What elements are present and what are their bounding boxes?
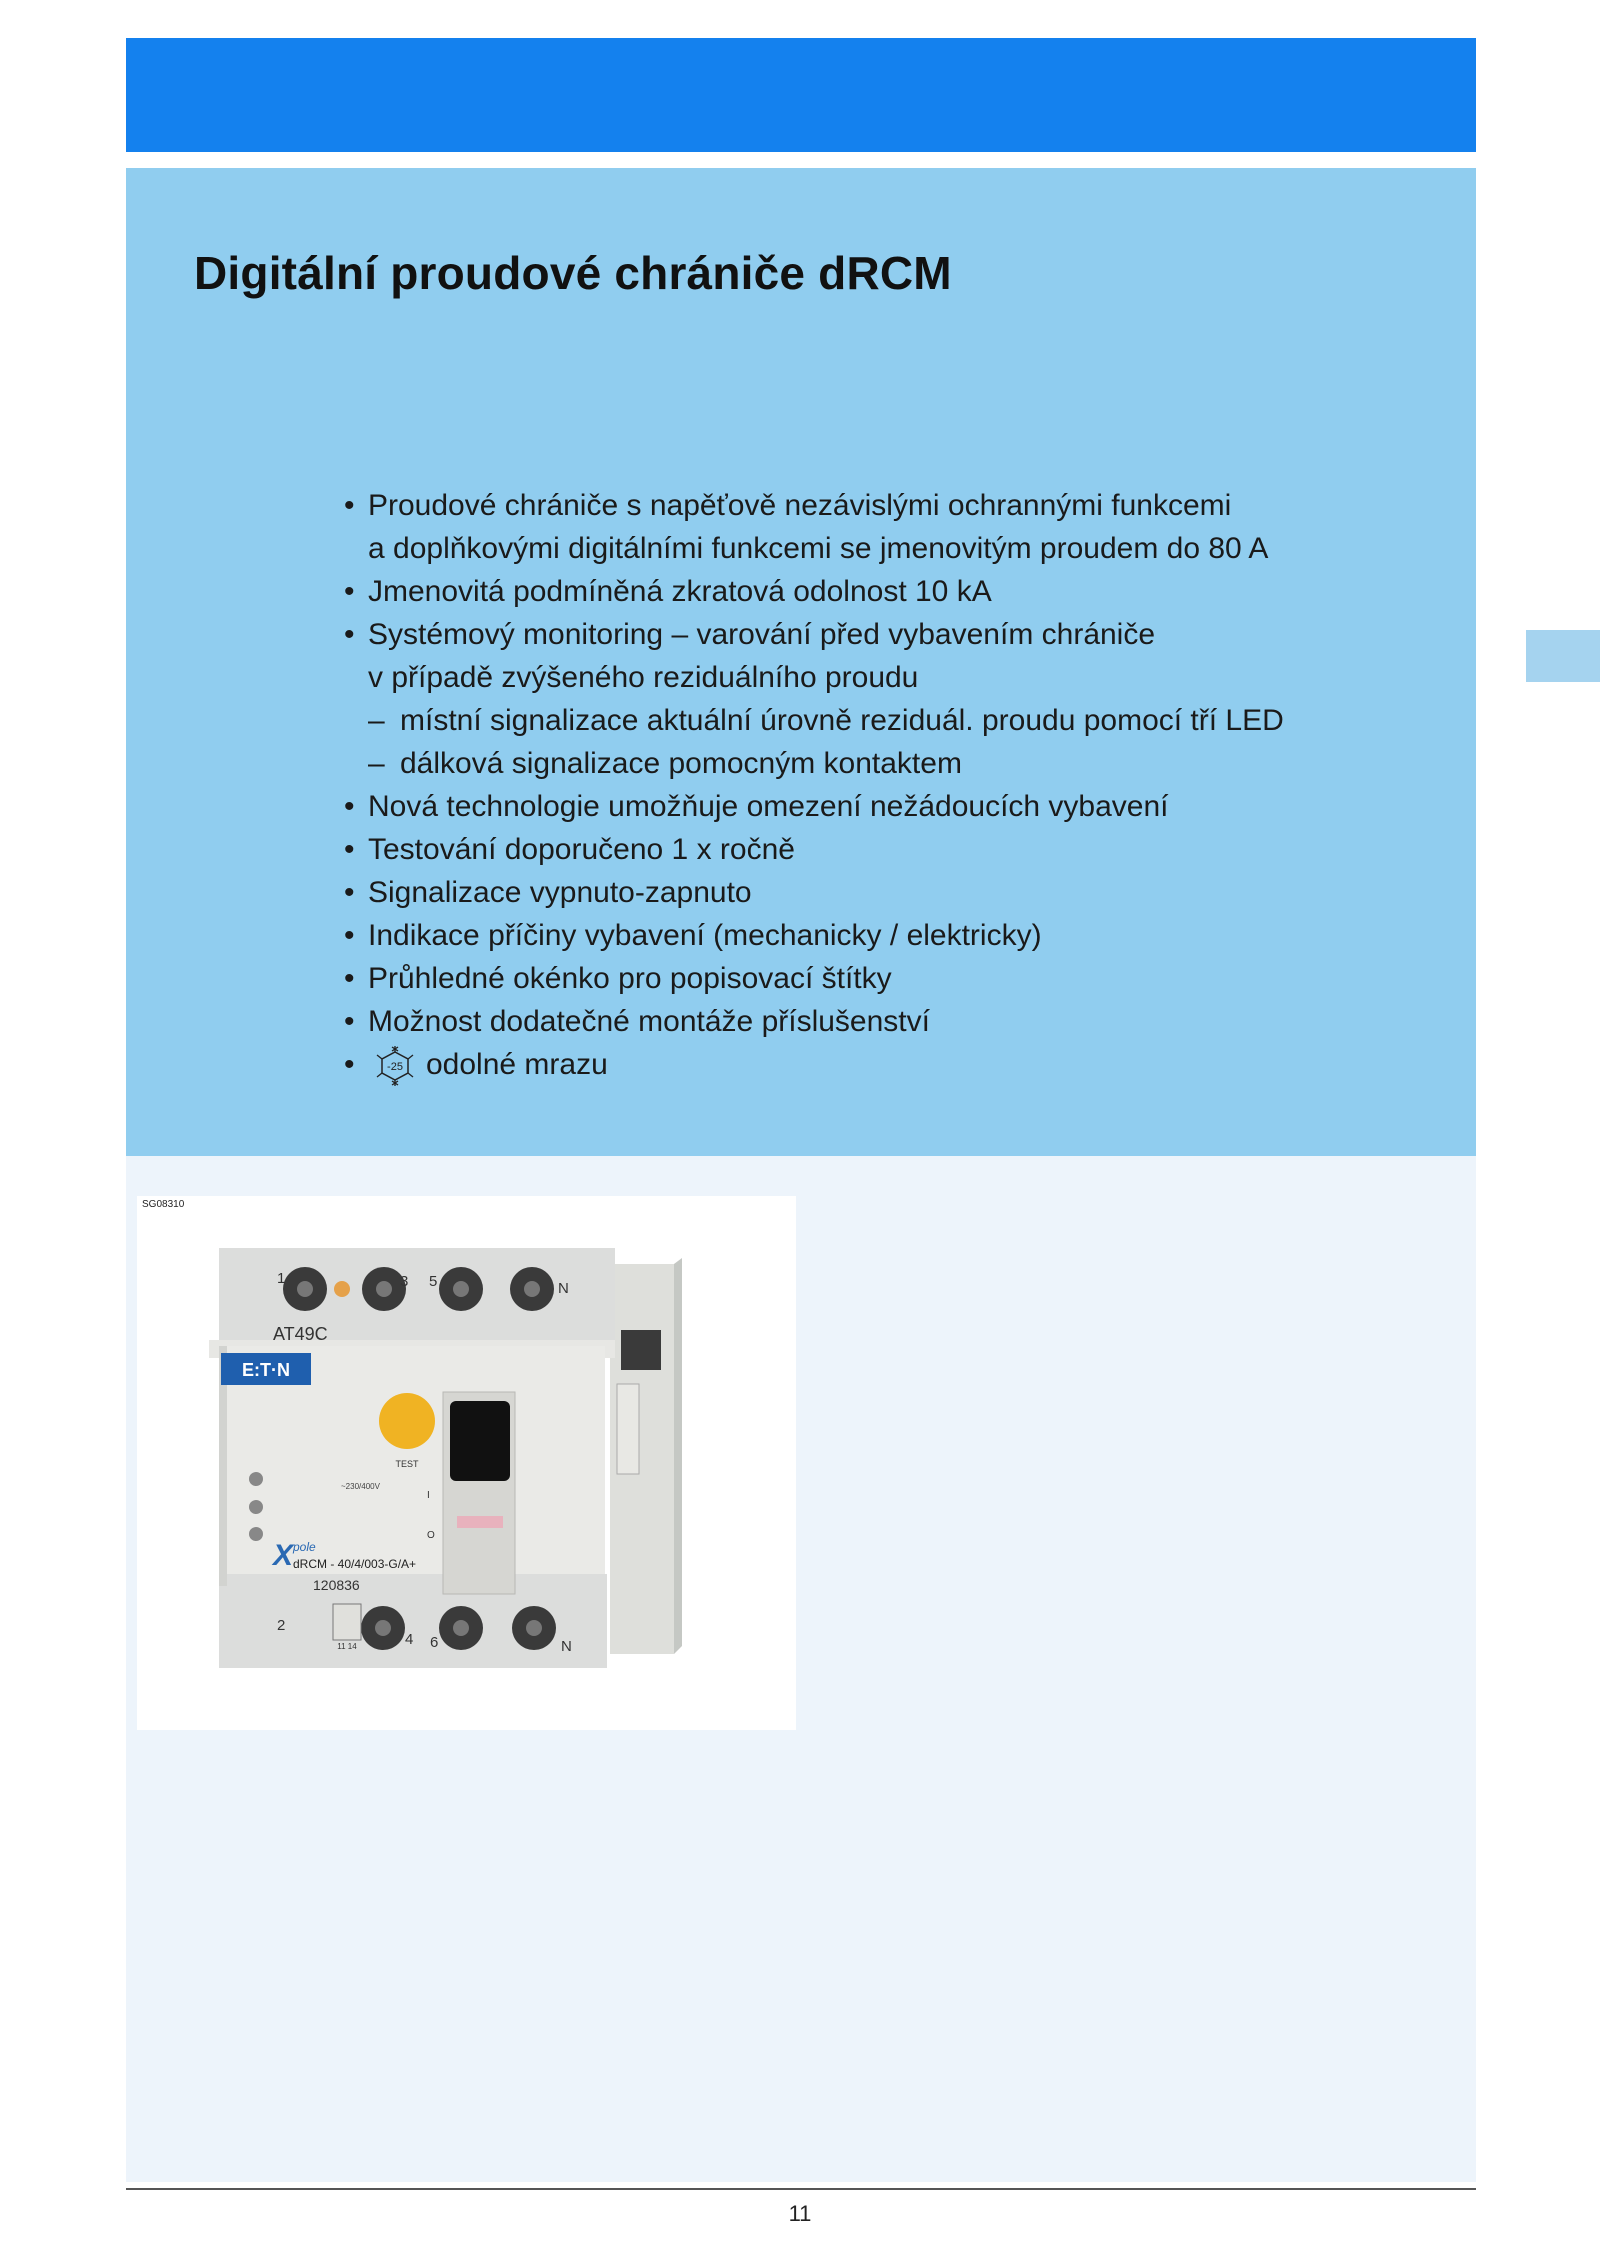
page-title: Digitální proudové chrániče dRCM (194, 247, 952, 299)
terminal-label: 6 (430, 1634, 439, 1651)
bullet: • (344, 919, 355, 952)
feature-item: • Průhledné okénko pro popisovací štítky (344, 957, 1284, 1000)
feature-item: • Proudové chrániče s napěťově nezávislými ochrannými funkcemi (344, 484, 1284, 527)
image-code: SG08310 (142, 1199, 185, 1210)
feature-item: • Indikace příčiny vybavení (mechanicky / elektricky) (344, 914, 1284, 957)
product-type: dRCM - 40/4/003-G/A+ (293, 1557, 417, 1571)
terminal-label: 1 (277, 1270, 286, 1287)
aux-terminal-label: 11 14 (337, 1642, 357, 1651)
feature-item-continuation: a doplňkovými digitálními funkcemi se jmenovitým proudem do 80 A (368, 532, 1269, 565)
serial-number: 120836 (313, 1577, 360, 1593)
bullet: • (344, 833, 355, 866)
page-number: 11 (788, 2201, 812, 2226)
rcd-breaker-illustration (137, 1196, 796, 1730)
bullet: • (344, 1048, 355, 1081)
switch-mark-off: O (427, 1530, 435, 1541)
voltage-label: ~230/400V (341, 1482, 380, 1491)
hero-panel (126, 168, 1476, 1156)
feature-item: • Signalizace vypnuto-zapnuto (344, 871, 1284, 914)
footer-rule (126, 2188, 1476, 2190)
series-name: pole (293, 1540, 316, 1554)
series-initial: X (273, 1539, 294, 1572)
brand-logo: E:T·N (242, 1360, 290, 1380)
bullet: • (344, 618, 355, 651)
bullet: • (344, 790, 355, 823)
image-panel (126, 1156, 1476, 2182)
feature-item-continuation: v případě zvýšeného reziduálního proudu (368, 661, 919, 694)
svg-text:-25: -25 (387, 1061, 403, 1074)
product-image (137, 1196, 796, 1730)
switch-mark-on: I (427, 1490, 430, 1501)
dash: – (368, 747, 385, 780)
model-code: AT49C (273, 1324, 328, 1344)
header-band (126, 38, 1476, 152)
side-tab-marker (1526, 630, 1600, 682)
status-led (334, 1281, 350, 1297)
feature-subitem: – dálková signalizace pomocným kontaktem (344, 742, 1284, 785)
feature-subitem: – místní signalizace aktuální úrovně reziduál. proudu pomocí tří LED (344, 699, 1284, 742)
frost-resistant-icon (374, 1045, 416, 1087)
bullet: • (344, 575, 355, 608)
test-label: TEST (395, 1459, 419, 1469)
bullet: • (344, 489, 355, 522)
terminal-label: 5 (429, 1273, 438, 1290)
feature-item: • -25 odolné mrazu (344, 1043, 1284, 1087)
feature-list (344, 484, 1284, 1087)
terminal-label: 3 (400, 1273, 409, 1290)
bullet: • (344, 962, 355, 995)
feature-item: • Možnost dodatečné montáže příslušenství (344, 1000, 1284, 1043)
terminal-label: 4 (405, 1631, 414, 1648)
test-button (379, 1393, 435, 1449)
terminal-label: N (558, 1280, 569, 1297)
terminal-label: 2 (277, 1617, 286, 1634)
bullet: • (344, 1005, 355, 1038)
feature-item: • Systémový monitoring – varování před vybavením chrániče (344, 613, 1284, 656)
bullet: • (344, 876, 355, 909)
feature-item: • Jmenovitá podmíněná zkratová odolnost 10 kA (344, 570, 1284, 613)
terminal-label: N (561, 1638, 572, 1655)
feature-item: • Testování doporučeno 1 x ročně (344, 828, 1284, 871)
dash: – (368, 704, 385, 737)
feature-item: • Nová technologie umožňuje omezení nežádoucích vybavení (344, 785, 1284, 828)
